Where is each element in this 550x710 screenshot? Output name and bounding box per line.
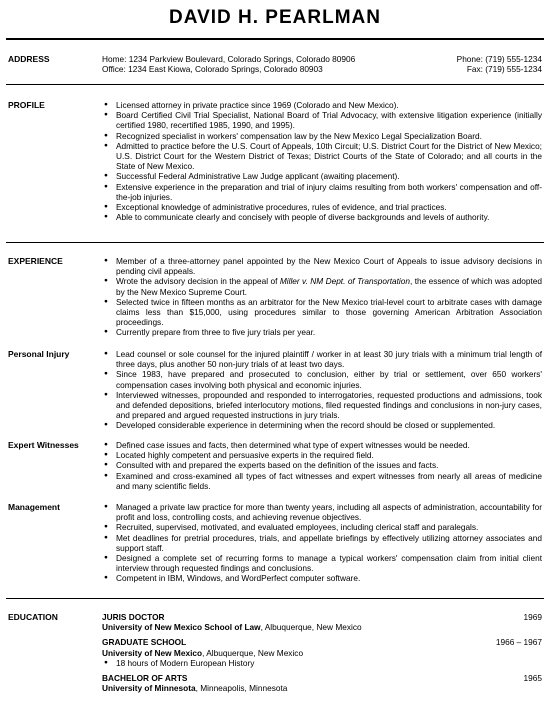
list-item: ● Exceptional knowledge of administrative procedures, rules of evidence, and trial practices. (102, 202, 542, 212)
list-item: ● Defined case issues and facts, then determined what type of expert witnesses would be needed. (102, 440, 542, 450)
school-name: University of New Mexico School of Law (102, 622, 261, 633)
personal-injury-label: Personal Injury (8, 349, 70, 359)
list-item: ● Managed a private law practice for more than twenty years, including all aspects of administration, accountability for profit and loss, controlling costs, and achieving revenue objectives. (102, 502, 542, 522)
degree-title: JURIS DOCTOR (102, 612, 165, 622)
education-entry (102, 673, 542, 693)
address-section (8, 54, 542, 74)
school-location: , Albuquerque, New Mexico (260, 622, 362, 633)
profile-list (102, 100, 542, 222)
list-item: ● Located highly competent and persuasive experts in the required field. (102, 450, 542, 460)
school-name: University of Minnesota (102, 683, 196, 694)
list-item: ● Wrote the advisory decision in the appeal of Miller v. NM Dept. of Transportation, the essence of which was adopted by the New Mexico Supreme Court. (102, 276, 542, 296)
candidate-name: DAVID H. PEARLMAN (169, 7, 381, 28)
personal-injury-list (102, 349, 542, 431)
school-location: , Albuquerque, New Mexico (202, 647, 304, 658)
degree-title: GRADUATE SCHOOL (102, 637, 187, 648)
education-year: 1969 (523, 612, 542, 622)
office-address: Office: 1234 East Kiowa, Colorado Springs, Colorado 80903 (102, 64, 323, 75)
management-section (8, 502, 542, 584)
profile-label: PROFILE (8, 100, 45, 110)
fax-number: Fax: (719) 555-1234 (466, 64, 542, 75)
list-item: ● Designed a complete set of recurring forms to manage a typical workers' compensation claim from initial client interview through requested findings and conclusions. (102, 553, 542, 573)
list-item: ● Successful Federal Administrative Law Judge applicant (awaiting placement). (102, 171, 542, 181)
list-item: ● Extensive experience in the preparation and trial of injury claims resulting from both workers' compensation and off-the-job injuries. (102, 182, 542, 202)
expert-witnesses-list (102, 440, 542, 491)
list-item: ● Competent in IBM, Windows, and WordPerfect computer software. (102, 573, 542, 583)
school-name: University of New Mexico (102, 647, 203, 658)
list-item: ● Currently prepare from three to five jury trials per year. (102, 327, 542, 337)
list-item: ● Lead counsel or sole counsel for the injured plaintiff / worker in at least 30 jury trials with a minimum trial length of three days, plus another 50 non-jury trials of at least two days. (102, 349, 542, 369)
expert-witnesses-section (8, 440, 542, 491)
management-label: Management (8, 502, 60, 512)
list-item: ● Recognized specialist in workers' compensation law by the New Mexico Legal Specialization Board. (102, 131, 542, 141)
divider (6, 598, 544, 599)
education-year: 1966 – 1967 (495, 637, 542, 648)
phone-number: Phone: (719) 555-1234 (456, 54, 542, 64)
list-item: ● Licensed attorney in private practice since 1969 (Colorado and New Mexico). (102, 100, 542, 110)
list-item: ● Consulted with and prepared the experts based on the definition of the issues and facts. (102, 460, 542, 470)
expert-witnesses-label: Expert Witnesses (8, 440, 79, 450)
experience-label: EXPERIENCE (8, 256, 63, 266)
list-item: ● Able to communicate clearly and concisely with people of diverse backgrounds and levels of authority. (102, 212, 542, 222)
list-item: ● Recruited, supervised, motivated, and evaluated employees, including clerical staff and paralegals. (102, 522, 542, 532)
profile-section (8, 100, 542, 222)
list-item: ● Examined and cross-examined all types of fact witnesses and expert witnesses from nearly all areas of medicine and many scientific fields. (102, 471, 542, 491)
management-list (102, 502, 542, 584)
divider (6, 242, 544, 243)
list-item: ● Interviewed witnesses, propounded and responded to interrogatories, requested productions and admissions, took and defended depositions, briefed interlocutory motions, filed requested findings and conclusions in non-jury cases, and prepared and argued requested instructions in jury trials. (102, 390, 542, 421)
header-rule (6, 38, 544, 40)
education-section (8, 612, 542, 698)
school-location: , Minneapolis, Minnesota (195, 683, 288, 694)
education-entry (102, 637, 542, 668)
personal-injury-section (8, 349, 542, 431)
education-year: 1965 (523, 673, 542, 684)
home-address: Home: 1234 Parkview Boulevard, Colorado Springs, Colorado 80906 (102, 54, 356, 64)
list-item: ● 18 hours of Modern European History (102, 658, 542, 668)
list-item: ● Since 1983, have prepared and prosecuted to conclusion, either by trial or settlement, over 650 workers' compensation cases involving both physical and economic injuries. (102, 369, 542, 389)
education-entry (102, 612, 542, 632)
experience-list (102, 256, 542, 338)
list-item: ● Board Certified Civil Trial Specialist, National Board of Trial Advocacy, with extensive litigation experience (initially certified 1980, recertified 1985, 1990, and 1995). (102, 110, 542, 130)
list-item: ● Selected twice in fifteen months as an arbitrator for the New Mexico trial-level court to arbitrate cases with damage claims less than $15,000, using procedures similar to those governing American Arbitration Association proceedings. (102, 297, 542, 328)
list-item: ● Developed considerable experience in determining when the record should be closed or supplemented. (102, 420, 542, 430)
address-label: ADDRESS (8, 54, 50, 64)
list-item: ● Met deadlines for pretrial procedures, trials, and appellate briefings by effectively utilizing attorney associates and support staff. (102, 533, 542, 553)
case-name: Miller v. NM Dept. of Transportation (279, 276, 411, 287)
divider (6, 84, 544, 85)
degree-title: BACHELOR OF ARTS (102, 673, 188, 684)
list-item: ● Member of a three-attorney panel appointed by the New Mexico Court of Appeals to issue advisory decisions in pending civil appeals. (102, 256, 542, 276)
experience-section (8, 256, 542, 338)
list-item: ● Admitted to practice before the U.S. Court of Appeals, 10th Circuit; U.S. District Court for the District of New Mexico; U.S. District Court for the Western District of Texas; District Courts of the State of Colorado; and all courts in the State of New Mexico. (102, 141, 542, 172)
education-label: EDUCATION (8, 612, 58, 622)
